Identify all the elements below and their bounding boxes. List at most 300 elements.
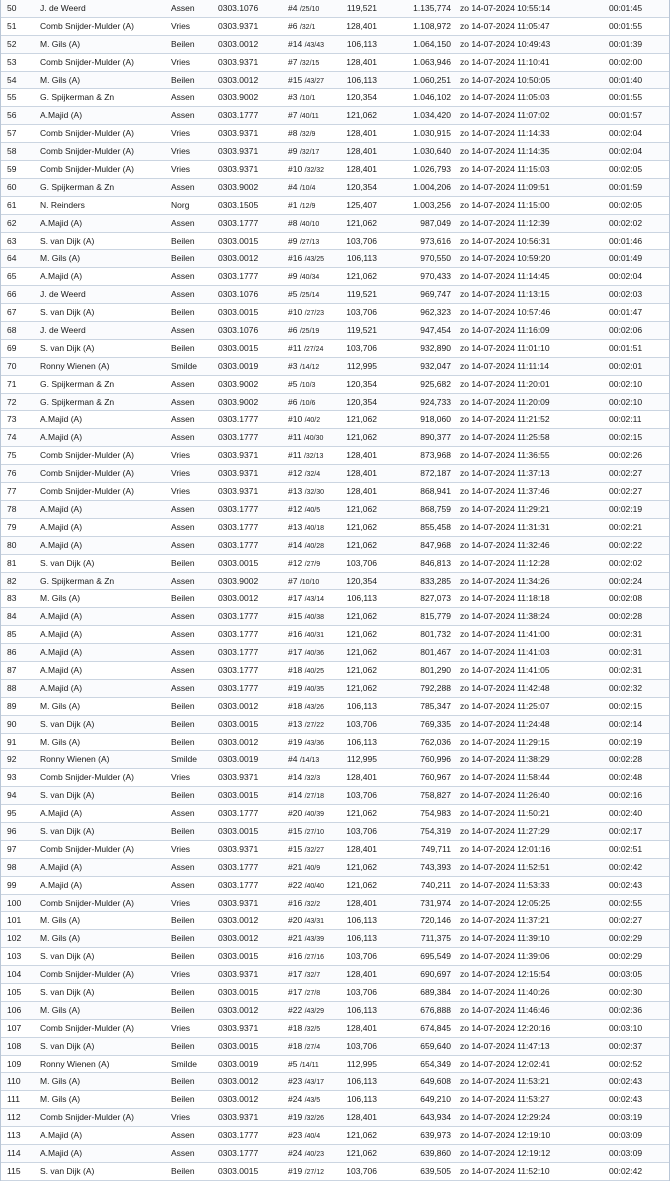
time-difference-cell: 00:02:02 — [609, 557, 643, 568]
entry-position-cell — [288, 948, 324, 967]
ring-number-cell: 0303.1777 — [218, 521, 259, 532]
position-sub: /40/38 — [304, 614, 325, 622]
position-sub: /12/9 — [299, 202, 316, 210]
distance-cell: 121,062 — [346, 1148, 377, 1158]
rank-cell: 64 — [7, 253, 17, 264]
table-row — [1, 304, 669, 322]
place-cell: Assen — [171, 217, 195, 228]
table-row — [1, 805, 669, 823]
distance-cell: 121,062 — [346, 647, 377, 658]
arrival-time-cell: zo 14-07-2024 10:55:14 — [460, 3, 551, 13]
distance-cell: 128,401 — [346, 1112, 377, 1123]
place-cell: Beilen — [171, 700, 195, 711]
position-main: #24 — [288, 1094, 303, 1105]
arrival-time-cell: zo 14-07-2024 11:15:00 — [460, 199, 550, 210]
position-sub: /32/3 — [304, 775, 321, 783]
time-difference-cell: 00:02:31 — [609, 647, 643, 658]
ring-number-cell: 0303.0019 — [218, 360, 259, 371]
fancier-name-cell: Comb Snijder-Mulder (A) — [40, 843, 134, 854]
arrival-time-cell: zo 14-07-2024 11:26:40 — [460, 790, 550, 801]
distance-cell: 128,401 — [346, 897, 377, 908]
arrival-time-cell: zo 14-07-2024 11:37:21 — [460, 915, 550, 926]
fancier-name-cell: M. Gils (A) — [40, 736, 81, 747]
entry-position-cell — [288, 1002, 324, 1021]
distance-cell: 106,113 — [346, 736, 377, 747]
position-sub: /10/10 — [299, 578, 320, 586]
fancier-name-cell: Comb Snijder-Mulder (A) — [40, 146, 134, 157]
entry-position-cell — [288, 895, 320, 914]
position-sub: /40/31 — [304, 632, 325, 640]
arrival-time-cell: zo 14-07-2024 11:10:41 — [460, 56, 550, 67]
time-difference-cell: 00:02:31 — [609, 664, 643, 675]
table-row — [1, 590, 669, 608]
entry-position-cell — [288, 734, 324, 753]
distance-cell: 121,062 — [346, 664, 377, 675]
time-difference-cell: 00:02:10 — [609, 396, 643, 407]
distance-cell: 121,062 — [346, 521, 377, 532]
place-cell: Assen — [171, 539, 195, 550]
rank-cell: 82 — [7, 575, 17, 586]
table-row — [1, 841, 669, 859]
distance-cell: 103,706 — [346, 951, 377, 962]
ring-number-cell: 0303.0012 — [218, 1004, 259, 1015]
entry-position-cell — [288, 376, 315, 395]
rank-cell: 80 — [7, 539, 17, 550]
arrival-time-cell: zo 14-07-2024 11:46:46 — [460, 1004, 550, 1015]
fancier-name-cell: A.Majid (A) — [40, 503, 83, 514]
table-row — [1, 895, 669, 913]
entry-position-cell — [288, 0, 319, 19]
speed-cell: 689,384 — [420, 986, 451, 997]
position-main: #14 — [288, 539, 303, 550]
table-row — [1, 358, 669, 376]
fancier-name-cell: M. Gils (A) — [40, 253, 81, 264]
fancier-name-cell: S. van Dijk (A) — [40, 986, 95, 997]
position-sub: /32/32 — [304, 167, 325, 175]
position-sub: /40/11 — [299, 113, 319, 121]
arrival-time-cell: zo 14-07-2024 11:07:02 — [460, 110, 550, 121]
table-row — [1, 912, 669, 930]
time-difference-cell: 00:02:21 — [609, 521, 643, 532]
position-sub: /27/8 — [304, 989, 321, 997]
ring-number-cell: 0303.0015 — [218, 557, 259, 568]
position-sub: /32/26 — [304, 1115, 325, 1123]
distance-cell: 128,401 — [346, 450, 377, 461]
position-main: #17 — [288, 986, 303, 997]
place-cell: Vries — [171, 772, 191, 783]
distance-cell: 119,521 — [346, 325, 377, 336]
place-cell: Assen — [171, 521, 195, 532]
speed-cell: 762,036 — [420, 736, 451, 747]
time-difference-cell: 00:02:48 — [609, 772, 643, 783]
time-difference-cell: 00:02:51 — [609, 843, 643, 854]
ring-number-cell: 0303.1777 — [218, 861, 259, 872]
speed-cell: 749,711 — [420, 843, 451, 854]
speed-cell: 1.064,150 — [413, 38, 451, 49]
rank-cell: 93 — [7, 772, 17, 783]
distance-cell: 128,401 — [346, 128, 377, 139]
place-cell: Beilen — [171, 825, 195, 836]
arrival-time-cell: zo 14-07-2024 10:59:20 — [460, 253, 551, 264]
position-sub: /27/24 — [303, 345, 324, 353]
distance-cell: 128,401 — [346, 486, 377, 497]
ring-number-cell: 0303.0012 — [218, 593, 259, 604]
position-main: #23 — [288, 1130, 303, 1141]
distance-cell: 121,062 — [346, 879, 377, 890]
rank-cell: 92 — [7, 754, 17, 765]
table-row — [1, 143, 669, 161]
position-main: #9 — [288, 271, 298, 282]
place-cell: Beilen — [171, 235, 195, 246]
position-sub: /27/9 — [304, 560, 321, 568]
rank-cell: 54 — [7, 74, 17, 85]
entry-position-cell — [288, 769, 320, 788]
arrival-time-cell: zo 14-07-2024 10:49:43 — [460, 38, 551, 49]
place-cell: Vries — [171, 1022, 191, 1033]
entry-position-cell — [288, 161, 324, 180]
fancier-name-cell: J. de Weerd — [40, 3, 86, 13]
position-sub: /43/43 — [304, 41, 325, 49]
place-cell: Assen — [171, 110, 195, 121]
speed-cell: 785,347 — [420, 700, 451, 711]
speed-cell: 801,467 — [420, 647, 451, 658]
speed-cell: 754,319 — [420, 825, 451, 836]
speed-cell: 932,047 — [420, 360, 451, 371]
speed-cell: 969,747 — [420, 289, 451, 300]
time-difference-cell: 00:01:39 — [609, 38, 643, 49]
arrival-time-cell: zo 14-07-2024 11:53:33 — [460, 879, 550, 890]
rank-cell: 104 — [7, 969, 22, 980]
place-cell: Beilen — [171, 951, 195, 962]
place-cell: Beilen — [171, 718, 195, 729]
position-main: #20 — [288, 915, 303, 926]
entry-position-cell — [288, 751, 319, 770]
arrival-time-cell: zo 14-07-2024 11:38:29 — [460, 754, 550, 765]
entry-position-cell — [288, 36, 324, 55]
speed-cell: 1.046,102 — [413, 92, 451, 103]
ring-number-cell: 0303.1777 — [218, 647, 259, 658]
distance-cell: 121,062 — [346, 217, 377, 228]
fancier-name-cell: A.Majid (A) — [40, 629, 83, 640]
position-sub: /32/1 — [299, 23, 316, 31]
ring-number-cell: 0303.1777 — [218, 217, 259, 228]
entry-position-cell — [288, 859, 320, 878]
fancier-name-cell: A.Majid (A) — [40, 217, 83, 228]
fancier-name-cell: A.Majid (A) — [40, 861, 83, 872]
position-main: #13 — [288, 718, 303, 729]
ring-number-cell: 0303.9371 — [218, 486, 259, 497]
distance-cell: 112,995 — [346, 1058, 377, 1069]
arrival-time-cell: zo 14-07-2024 11:01:10 — [460, 342, 550, 353]
entry-position-cell — [288, 268, 319, 287]
fancier-name-cell: Comb Snijder-Mulder (A) — [40, 128, 134, 139]
rank-cell: 61 — [7, 199, 17, 210]
distance-cell: 103,706 — [346, 235, 377, 246]
speed-cell: 868,941 — [420, 486, 451, 497]
rank-cell: 84 — [7, 611, 17, 622]
distance-cell: 103,706 — [346, 307, 377, 318]
fancier-name-cell: A.Majid (A) — [40, 647, 83, 658]
position-main: #12 — [288, 557, 303, 568]
time-difference-cell: 00:02:27 — [609, 468, 643, 479]
speed-cell: 760,996 — [420, 754, 451, 765]
time-difference-cell: 00:02:42 — [609, 1165, 643, 1176]
ring-number-cell: 0303.9371 — [218, 20, 259, 31]
position-sub: /10/3 — [299, 381, 316, 389]
position-sub: /40/10 — [299, 220, 320, 228]
ring-number-cell: 0303.0015 — [218, 307, 259, 318]
time-difference-cell: 00:02:31 — [609, 629, 643, 640]
time-difference-cell: 00:02:52 — [609, 1058, 643, 1069]
arrival-time-cell: zo 14-07-2024 11:32:46 — [460, 539, 550, 550]
rank-cell: 96 — [7, 825, 17, 836]
arrival-time-cell: zo 14-07-2024 10:50:05 — [460, 74, 551, 85]
position-sub: /32/9 — [299, 131, 316, 139]
fancier-name-cell: S. van Dijk (A) — [40, 790, 95, 801]
arrival-time-cell: zo 14-07-2024 11:29:15 — [460, 736, 550, 747]
ring-number-cell: 0303.9371 — [218, 969, 259, 980]
entry-position-cell — [288, 501, 320, 520]
rank-cell: 81 — [7, 557, 17, 568]
position-main: #22 — [288, 1004, 303, 1015]
entry-position-cell — [288, 1038, 320, 1057]
speed-cell: 815,779 — [420, 611, 451, 622]
place-cell: Beilen — [171, 790, 195, 801]
entry-position-cell — [288, 608, 324, 627]
arrival-time-cell: zo 14-07-2024 10:57:46 — [460, 307, 551, 318]
entry-position-cell — [288, 519, 324, 538]
time-difference-cell: 00:02:14 — [609, 718, 643, 729]
distance-cell: 120,354 — [346, 396, 377, 407]
place-cell: Beilen — [171, 557, 195, 568]
place-cell: Assen — [171, 3, 195, 13]
place-cell: Assen — [171, 432, 195, 443]
arrival-time-cell: zo 14-07-2024 11:14:35 — [460, 146, 550, 157]
entry-position-cell — [288, 644, 324, 663]
position-main: #19 — [288, 1112, 303, 1123]
position-main: #4 — [288, 181, 298, 192]
position-sub: /40/34 — [299, 274, 320, 282]
position-sub: /40/40 — [304, 882, 325, 890]
entry-position-cell — [288, 1109, 324, 1128]
position-main: #18 — [288, 700, 303, 711]
speed-cell: 1.003,256 — [413, 199, 451, 210]
position-sub: /27/22 — [304, 721, 325, 729]
table-row — [1, 429, 669, 447]
rank-cell: 60 — [7, 181, 17, 192]
fancier-name-cell: A.Majid (A) — [40, 110, 83, 121]
table-row — [1, 340, 669, 358]
place-cell: Beilen — [171, 1004, 195, 1015]
position-main: #21 — [288, 861, 303, 872]
table-row — [1, 751, 669, 769]
fancier-name-cell: A.Majid (A) — [40, 271, 83, 282]
arrival-time-cell: zo 14-07-2024 11:05:47 — [460, 20, 550, 31]
position-sub: /27/23 — [304, 310, 325, 318]
fancier-name-cell: G. Spijkerman & Zn — [40, 378, 115, 389]
fancier-name-cell: A.Majid (A) — [40, 664, 83, 675]
position-sub: /43/26 — [304, 703, 325, 711]
time-difference-cell: 00:01:47 — [609, 307, 643, 318]
distance-cell: 106,113 — [346, 74, 377, 85]
table-row — [1, 966, 669, 984]
distance-cell: 128,401 — [346, 772, 377, 783]
time-difference-cell: 00:02:28 — [609, 611, 643, 622]
speed-cell: 659,640 — [420, 1040, 451, 1051]
ring-number-cell: 0303.9371 — [218, 1112, 259, 1123]
place-cell: Vries — [171, 146, 191, 157]
position-sub: /32/13 — [303, 453, 324, 461]
arrival-time-cell: zo 14-07-2024 11:14:33 — [460, 128, 550, 139]
entry-position-cell — [288, 1145, 324, 1164]
ring-number-cell: 0303.0012 — [218, 736, 259, 747]
entry-position-cell — [288, 966, 320, 985]
ring-number-cell: 0303.0015 — [218, 825, 259, 836]
position-main: #21 — [288, 933, 303, 944]
entry-position-cell — [288, 18, 315, 37]
distance-cell: 120,354 — [346, 575, 377, 586]
distance-cell: 121,062 — [346, 861, 377, 872]
table-row — [1, 36, 669, 54]
table-row — [1, 1073, 669, 1091]
table-row — [1, 877, 669, 895]
ring-number-cell: 0303.9371 — [218, 1022, 259, 1033]
fancier-name-cell: A.Majid (A) — [40, 879, 83, 890]
speed-cell: 924,733 — [420, 396, 451, 407]
distance-cell: 119,521 — [346, 289, 377, 300]
ring-number-cell: 0303.0015 — [218, 1165, 259, 1176]
time-difference-cell: 00:03:05 — [609, 969, 643, 980]
entry-position-cell — [288, 54, 319, 73]
time-difference-cell: 00:02:27 — [609, 915, 643, 926]
speed-cell: 760,967 — [420, 772, 451, 783]
position-main: #5 — [288, 1058, 298, 1069]
arrival-time-cell: zo 14-07-2024 11:25:58 — [460, 432, 550, 443]
ring-number-cell: 0303.9371 — [218, 897, 259, 908]
ring-number-cell: 0303.1777 — [218, 503, 259, 514]
position-sub: /14/11 — [299, 1061, 319, 1069]
position-main: #15 — [288, 825, 303, 836]
place-cell: Vries — [171, 486, 191, 497]
rank-cell: 107 — [7, 1022, 22, 1033]
place-cell: Beilen — [171, 253, 195, 264]
table-row — [1, 233, 669, 251]
place-cell: Assen — [171, 396, 195, 407]
rank-cell: 86 — [7, 647, 17, 658]
position-main: #18 — [288, 664, 303, 675]
time-difference-cell: 00:01:46 — [609, 235, 643, 246]
place-cell: Assen — [171, 92, 195, 103]
fancier-name-cell: Ronny Wienen (A) — [40, 1058, 110, 1069]
speed-cell: 925,682 — [420, 378, 451, 389]
fancier-name-cell: N. Reinders — [40, 199, 85, 210]
table-row — [1, 608, 669, 626]
ring-number-cell: 0303.1777 — [218, 414, 259, 425]
position-sub: /40/4 — [304, 1133, 321, 1141]
time-difference-cell: 00:02:40 — [609, 808, 643, 819]
table-row — [1, 537, 669, 555]
entry-position-cell — [288, 286, 319, 305]
position-sub: /40/35 — [304, 685, 325, 693]
time-difference-cell: 00:02:27 — [609, 486, 643, 497]
time-difference-cell: 00:01:57 — [609, 110, 643, 121]
table-row — [1, 483, 669, 501]
rank-cell: 71 — [7, 378, 17, 389]
entry-position-cell — [288, 841, 324, 860]
rank-cell: 100 — [7, 897, 22, 908]
entry-position-cell — [288, 805, 324, 824]
table-row — [1, 662, 669, 680]
arrival-time-cell: zo 14-07-2024 12:20:16 — [460, 1022, 551, 1033]
distance-cell: 106,113 — [346, 1094, 377, 1105]
speed-cell: 731,974 — [420, 897, 451, 908]
position-sub: /32/7 — [304, 972, 321, 980]
position-main: #16 — [288, 253, 303, 264]
fancier-name-cell: A.Majid (A) — [40, 682, 83, 693]
speed-cell: 1.060,251 — [413, 74, 451, 85]
table-row — [1, 215, 669, 233]
fancier-name-cell: M. Gils (A) — [40, 74, 81, 85]
ring-number-cell: 0303.9371 — [218, 450, 259, 461]
table-row — [1, 519, 669, 537]
arrival-time-cell: zo 14-07-2024 11:58:44 — [460, 772, 550, 783]
arrival-time-cell: zo 14-07-2024 11:25:07 — [460, 700, 550, 711]
arrival-time-cell: zo 14-07-2024 11:13:15 — [460, 289, 550, 300]
table-row — [1, 948, 669, 966]
distance-cell: 121,062 — [346, 271, 377, 282]
ring-number-cell: 0303.0015 — [218, 235, 259, 246]
rank-cell: 90 — [7, 718, 17, 729]
ring-number-cell: 0303.0015 — [218, 718, 259, 729]
fancier-name-cell: A.Majid (A) — [40, 1130, 83, 1141]
entry-position-cell — [288, 125, 315, 144]
arrival-time-cell: zo 14-07-2024 11:05:03 — [460, 92, 550, 103]
time-difference-cell: 00:02:24 — [609, 575, 643, 586]
time-difference-cell: 00:02:10 — [609, 378, 643, 389]
distance-cell: 128,401 — [346, 20, 377, 31]
position-sub: /27/12 — [304, 1168, 325, 1176]
distance-cell: 128,401 — [346, 468, 377, 479]
place-cell: Beilen — [171, 1165, 195, 1176]
ring-number-cell: 0303.0015 — [218, 951, 259, 962]
rank-cell: 94 — [7, 790, 17, 801]
fancier-name-cell: S. van Dijk (A) — [40, 342, 95, 353]
table-row — [1, 0, 669, 18]
position-main: #10 — [288, 414, 303, 425]
arrival-time-cell: zo 14-07-2024 11:18:18 — [460, 593, 550, 604]
speed-cell: 846,813 — [420, 557, 451, 568]
table-row — [1, 734, 669, 752]
position-sub: /40/5 — [304, 506, 321, 514]
rank-cell: 89 — [7, 700, 17, 711]
time-difference-cell: 00:01:45 — [609, 3, 643, 13]
ring-number-cell: 0303.0015 — [218, 1040, 259, 1051]
table-row — [1, 573, 669, 591]
position-sub: /27/18 — [304, 793, 325, 801]
distance-cell: 106,113 — [346, 1076, 377, 1087]
position-sub: /10/1 — [299, 95, 316, 103]
place-cell: Assen — [171, 181, 195, 192]
rank-cell: 102 — [7, 933, 22, 944]
speed-cell: 754,983 — [420, 808, 451, 819]
rank-cell: 62 — [7, 217, 17, 228]
rank-cell: 79 — [7, 521, 17, 532]
time-difference-cell: 00:02:03 — [609, 289, 643, 300]
speed-cell: 801,290 — [420, 664, 451, 675]
distance-cell: 121,062 — [346, 808, 377, 819]
arrival-time-cell: zo 14-07-2024 11:29:21 — [460, 503, 550, 514]
entry-position-cell — [288, 1056, 319, 1075]
